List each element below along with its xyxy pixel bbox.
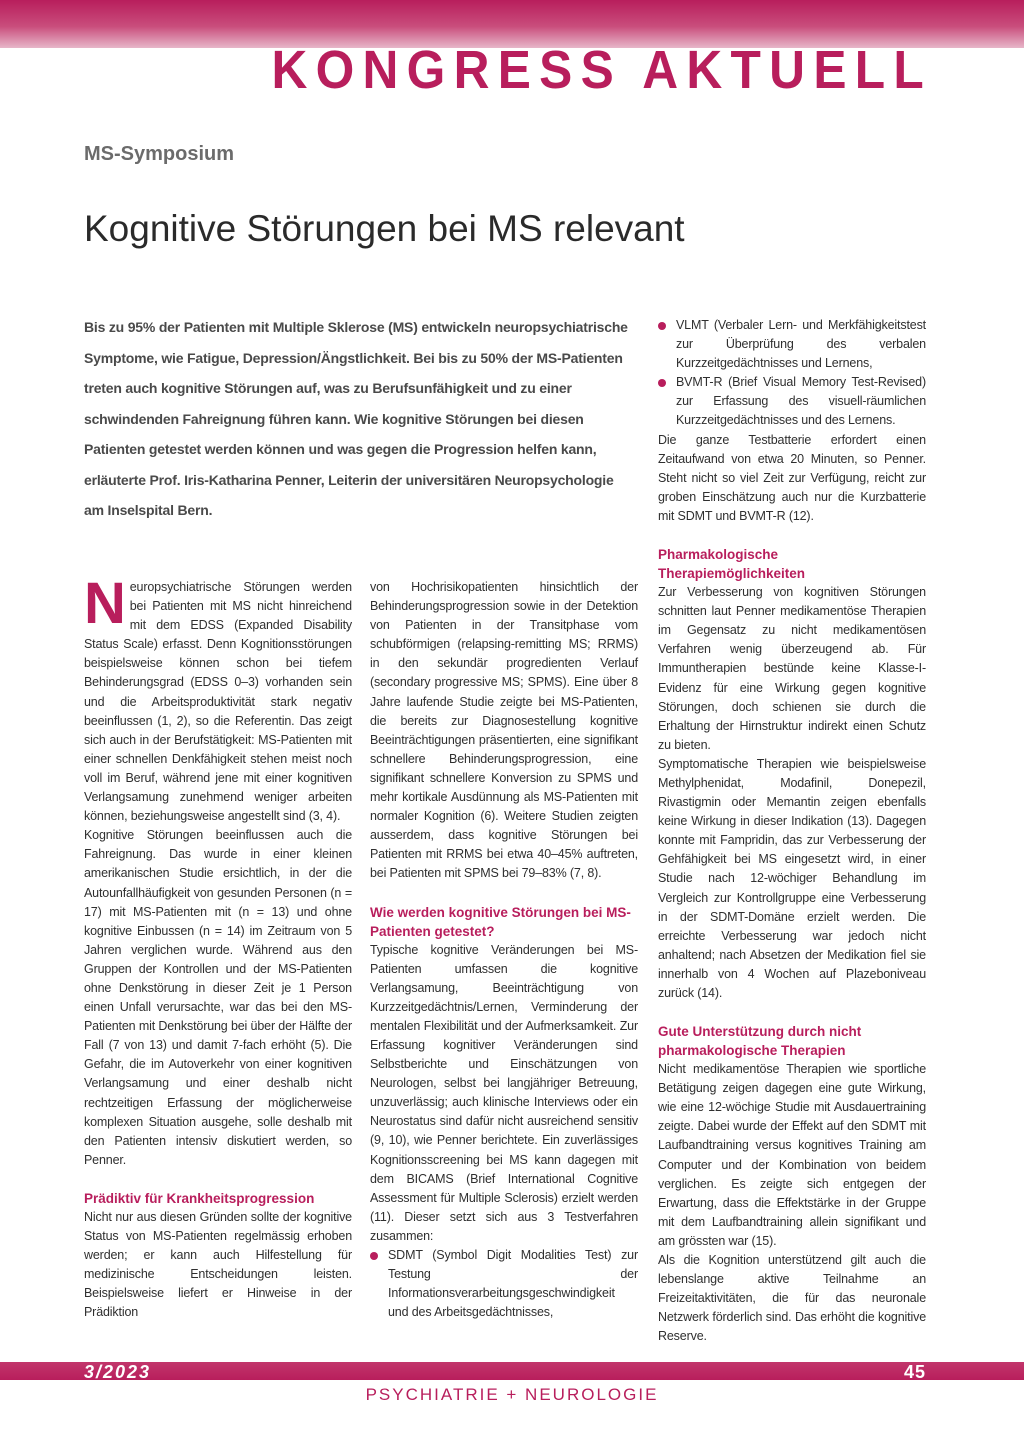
paragraph: von Hochrisikopatienten hinsichtlich der Behinderungsprogression sowie in der Detektion von Patienten in der Transitphase vom schubförmigen (relapsing-remitting MS; RRMS) in den sekundär progredienten Verlauf (secondary progressive MS; SPMS). Eine über 8 Jahre laufende Studie zeigte bei MS-Patienten, die bereits zur Diagnosestellung kognitive Beeinträchtigungen präsentierten, eine signifikant schnellere Behinderungsprogression, eine signifikant schnellere Konversion zu SPMS und mehr kortikale Ausdünnung als MS-Patienten mit normaler Kognition (6). Weitere Studien zeigten ausserdem, dass kognitive Störungen bei Patienten mit RRMS bei etwa 40–45% auftreten, bei Patienten mit SPMS bei 79–83% (7, 8). bbox=[370, 580, 638, 881]
article-lead: Bis zu 95% der Patienten mit Multiple Sklerose (MS) entwickeln neuropsychiatrische Symptome, wie Fatigue, Depression/Ängstlichkeit. Bei bis zu 50% der MS-Patienten treten auch kognitive Störungen auf, was zu Berufsunfähigkeit und zu einer schwindenden Fahreignung führen kann. Wie kognitive Störungen bei diesen Patienten getestet werden können und was gegen die Progression helfen kann, erläuterte Prof. Iris-Katharina Penner, Leiterin der universitären Neuropsychologie am Inselspital Bern. bbox=[84, 319, 628, 518]
bullet-icon bbox=[370, 1246, 388, 1265]
article-title: Kognitive Störungen bei MS relevant bbox=[84, 207, 685, 249]
bullet-icon bbox=[658, 373, 676, 392]
paragraph: Symptomatische Therapien wie beispielsweise Methylphenidat, Modafinil, Donepezil, Rivastigmin oder Memantin zeigen ebenfalls keine Wirkung in dieser Indikation (13). Dagegen konnte mit Fampridin, das zur Verbesserung der Gehfähigkeit bei MS eingesetzt wird, in einer Studie nach 12-wöchiger Behandlung im Vergleich zur Kontrollgruppe eine Verbesserung in der SDMT-Domäne erzielt werden. Die erreichte Verbesserung war jedoch nicht anhaltend; nach Absetzen der Medikation fiel sie innerhalb von 4 Wochen auf Plazeboniveau zurück (14). bbox=[658, 756, 926, 1000]
text-column-2 bbox=[370, 578, 638, 1322]
bullet-icon bbox=[658, 316, 676, 335]
paragraph: Nicht nur aus diesen Gründen sollte der kognitive Status von MS-Patienten regelmässig erhoben werden; er kann auch Hilfestellung für medizinische Entscheidungen leisten. Beispielsweise liefert er Hinweise in der Prädiktion bbox=[84, 1209, 352, 1320]
paragraph: Zur Verbesserung von kognitiven Störungen schnitten laut Penner medikamentöse Therapien im Gegensatz zu nicht medikamentösen Verfahren wenig überzeugend ab. Für Immuntherapien bestünde keine Klasse-I-Evidenz für eine Wirkung gegen kognitive Störungen, doch schienen sie durch die Erhaltung der Hirnstruktur indirekt einen Schutz zu bieten. bbox=[658, 585, 926, 752]
list-item bbox=[658, 373, 926, 430]
paragraph bbox=[84, 571, 352, 826]
journal-name: PSYCHIATRIE + NEUROLOGIE bbox=[365, 1385, 659, 1404]
text-column-3 bbox=[658, 316, 926, 1347]
subheading: Wie werden kognitive Störungen bei MS-Patienten getestet? bbox=[370, 904, 631, 939]
list-item bbox=[658, 316, 926, 373]
footer-accent-bar bbox=[0, 1362, 1024, 1380]
article-kicker: MS-Symposium bbox=[84, 143, 235, 165]
drop-cap: N bbox=[84, 571, 126, 636]
list-item-text: BVMT-R (Brief Visual Memory Test-Revised) zur Erfassung des visuell-räumlichen Kurzzeitgedächtnisses und des Lernens. bbox=[676, 375, 926, 428]
section-header: KONGRESS AKTUELL bbox=[271, 40, 932, 100]
paragraph: Kognitive Störungen beeinflussen auch die Fahreignung. Das wurde in einer kleinen amerikanischen Studie ersichtlich, in der die Autounfallhäufigkeit von gesunden Personen (n = 17) mit MS-Patienten mit (n = 13) und ohne kognitive Einbussen (n = 14) im Zeitraum von 5 Jahren verglichen wurde. Während aus den Gruppen der Kontrollen und der MS-Patienten ohne Denkstörung in dieser Zeit je 1 Person einen Unfall verursachte, war das bei den MS-Patienten mit Denkstörung bei über der Hälfte der Fall (7 von 13) und damit 7-fach erhöht (5). Die Gefahr, die im Autoverkehr von einer kognitiven Verlangsamung und einer deshalb nicht rechtzeitigen Erfassung der möglicherweise komplexen Situation ausgehe, solle deshalb mit den Patienten intensiv diskutiert werden, so Penner. bbox=[84, 828, 352, 1167]
page-number: 45 bbox=[903, 1362, 926, 1382]
paragraph: Als die Kognition unterstützend gilt auch die lebenslange aktive Teilnahme an Freizeitaktivitäten, die für das neuronale Netzwerk förderlich sind. Das erhöht die kognitive Reserve. bbox=[658, 1253, 926, 1344]
list-item-text: VLMT (Verbaler Lern- und Merkfähigkeitstest zur Überprüfung des verbalen Kurzzeitgedächtnisses und Lernens, bbox=[676, 318, 926, 371]
list-item-text: SDMT (Symbol Digit Modalities Test) zur Testung der Informationsverarbeitungsgeschwindigkeit und des Arbeitsgedächtnisses, bbox=[388, 1248, 638, 1320]
paragraph: Die ganze Testbatterie erfordert einen Zeitaufwand von etwa 20 Minuten, so Penner. Steht nicht so viel Zeit zur Verfügung, reicht zur groben Einschätzung auch nur die Kurzbatterie mit SDMT und BVMT-R (12). bbox=[658, 432, 926, 523]
list-item bbox=[370, 1246, 638, 1322]
paragraph: Typische kognitive Veränderungen bei MS-Patienten umfassen die kognitive Verlangsamung, Beeinträchtigung von Kurzzeitgedächtnis/Lernen, Verminderung der mentalen Flexibilität und der Aufmerksamkeit. Zur Erfassung kognitiver Veränderungen sind Selbstberichte und Einschätzungen von Neurologen, selbst bei langjähriger Betreuung, unzuverlässig; auch klinische Interviews oder ein Neurostatus sind dafür nicht ausreichend sensitiv (9, 10), wie Penner berichtete. Ein zuverlässiges Kognitionsscreening bei MS kann dagegen mit dem BICAMS (Brief International Cognitive Assessment für Multiple Sclerosis) erzielt werden (11). Dieser setzt sich aus 3 Testverfahren zusammen: bbox=[370, 942, 638, 1243]
text-column-1 bbox=[84, 571, 352, 1322]
subheading: Pharmakologische Therapiemöglichkeiten bbox=[658, 547, 806, 582]
paragraph-text: europsychiatrische Störungen werden bei Patienten mit MS nicht hinreichend mit dem EDSS (Expanded Disability Status Scale) erfasst. Denn Kognitionsstörungen beispielsweise können schon bei tiefem Behinderungsgrad (EDSS 0–3) vorhanden sein und die Arbeitsproduktivität stark negativ beeinflussen (1, 2), so die Referentin. Das zeigt sich auch in der Berufstätigkeit: MS-Patienten mit einer schnellen Denkfähigkeit stehen meist noch voll im Beruf, während jene mit einer kognitiven Verlangsamung zunehmend weniger arbeiten können, beziehungsweise angestellt sind (3, 4). bbox=[84, 580, 352, 824]
issue-number: 3/2023 bbox=[84, 1362, 152, 1382]
subheading: Gute Unterstützung durch nicht pharmakologische Therapien bbox=[658, 1024, 862, 1059]
subheading: Prädiktiv für Krankheitsprogression bbox=[84, 1190, 315, 1206]
paragraph: Nicht medikamentöse Therapien wie sportliche Betätigung zeigen dagegen eine gute Wirkung, wie eine 12-wöchige Studie mit Ausdauertraining zeigte. Dabei wurde der Effekt auf den SDMT mit Laufbandtraining versus kognitives Training am Computer und der Kombination von beidem verglichen. Es zeigte sich entgegen der Erwartung, dass die Effektstärke in der Gruppe mit dem Laufbandtraining allein signifikant und am grössten war (15). bbox=[658, 1062, 926, 1248]
